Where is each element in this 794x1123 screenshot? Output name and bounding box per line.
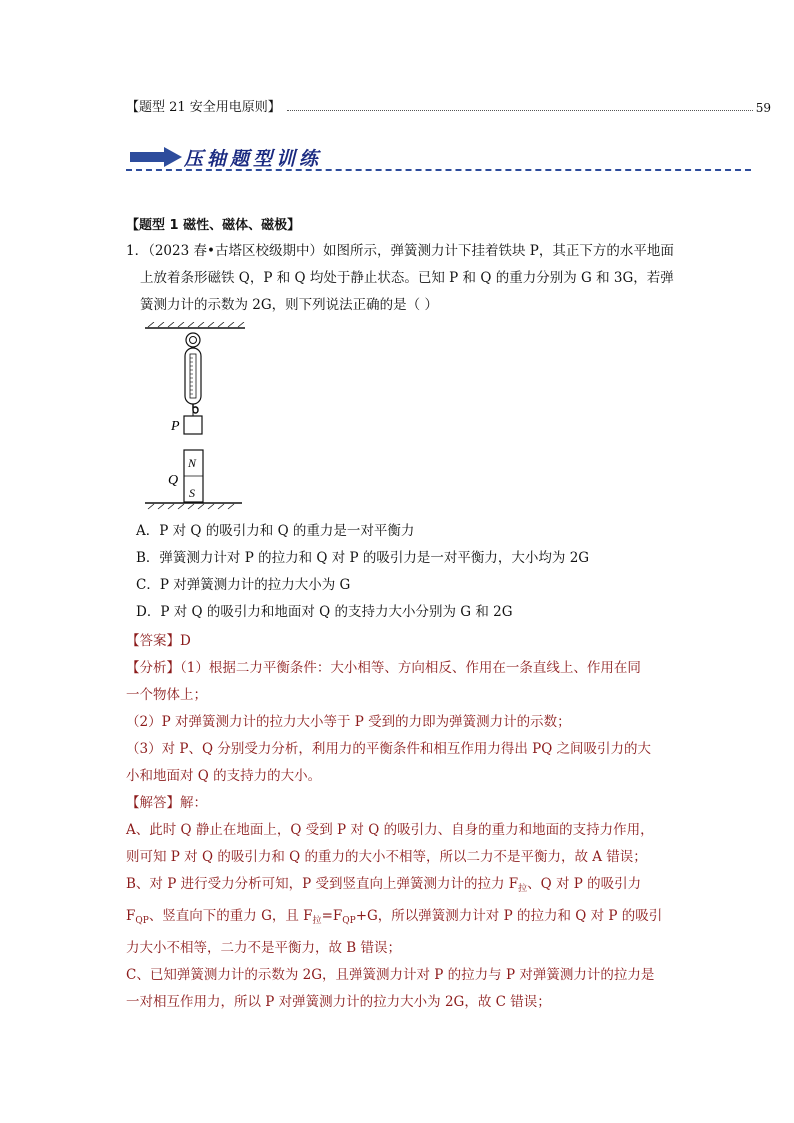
- option-c[interactable]: C．P 对弹簧测力计的拉力大小为 G: [136, 577, 351, 593]
- label-n: N: [188, 456, 197, 470]
- label-q: Q: [168, 473, 179, 488]
- ground-hatch: [148, 504, 234, 509]
- analysis-line: （3）对 P、Q 分别受力分析，利用力的平衡条件和相互作用力得出 PQ 之间吸引力的大: [126, 741, 652, 757]
- banner-divider: [126, 169, 751, 171]
- toc-entry[interactable]: [126, 95, 771, 115]
- analysis-line: 一个物体上；: [126, 687, 207, 703]
- solution-line: 一对相互作用力，所以 P 对弹簧测力计的拉力大小为 2G，故 C 错误；: [126, 994, 551, 1010]
- banner-title: 压轴题型训练: [184, 148, 323, 170]
- scale-hook: [193, 404, 198, 413]
- section-banner: [126, 143, 751, 175]
- solution-line: 力大小不相等，二力不是平衡力，故 B 错误；: [126, 940, 402, 956]
- analysis-tag: 【分析】: [126, 660, 180, 676]
- ceiling-hatch: [148, 322, 244, 327]
- answer-tag: 【答案】: [126, 633, 180, 649]
- question-line: 簧测力计的示数为 2G，则下列说法正确的是（ ）: [140, 297, 438, 313]
- spring-scale-body: [185, 348, 201, 404]
- spring-scale-magnet-figure: [140, 322, 260, 512]
- answer-explanation: [126, 628, 686, 1016]
- solution-line: B、对 P 进行受力分析可知，P 受到竖直向上弹簧测力计的拉力 $F_拉$、Q 对 P 的吸引力: [126, 876, 642, 894]
- solution-line: 则可知 P 对 Q 的吸引力和 Q 的重力的大小不相等，所以二力不是平衡力，故 A 错误；: [126, 849, 647, 865]
- analysis-line: （2）P 对弹簧测力计的拉力大小等于 P 受到的力即为弹簧测力计的示数；: [126, 714, 571, 730]
- option-b[interactable]: B．弹簧测力计对 P 的拉力和 Q 对 P 的吸引力是一对平衡力，大小均为 2G: [136, 550, 590, 566]
- toc-leader-dots: [287, 110, 753, 111]
- toc-title: 【题型 21 安全用电原则】: [126, 100, 281, 115]
- solution-line: C、已知弹簧测力计的示数为 2G，且弹簧测力计对 P 的拉力与 P 对弹簧测力计的拉力是: [126, 967, 655, 983]
- option-a[interactable]: A．P 对 Q 的吸引力和 Q 的重力是一对平衡力: [136, 523, 415, 539]
- section-heading: 【题型 1 磁性、磁体、磁极】: [126, 218, 301, 233]
- analysis-line: 【分析】（1）根据二力平衡条件：大小相等、方向相反、作用在一条直线上、作用在同: [126, 660, 641, 676]
- answer-options: [126, 518, 696, 626]
- label-p: P: [171, 419, 180, 434]
- scale-ring: [186, 333, 200, 347]
- question-stem: [126, 238, 686, 319]
- label-s: S: [189, 486, 195, 500]
- analysis-line: 小和地面对 Q 的支持力的大小。: [126, 768, 322, 784]
- question-line: 上放着条形磁铁 Q，P 和 Q 均处于静止状态。已知 P 和 Q 的重力分别为 G 和 3G，若弹: [140, 270, 674, 286]
- option-d[interactable]: D．P 对 Q 的吸引力和地面对 Q 的支持力大小分别为 G 和 2G: [136, 604, 513, 620]
- iron-block-p: [184, 416, 202, 434]
- arrow-right-icon: [130, 147, 182, 167]
- toc-page-number: 59: [755, 101, 771, 115]
- solution-line: $F_{QP}$、竖直向下的重力 G，且 $F_拉=F_{QP}+G$，所以弹簧测力计对 P 的拉力和 Q 对 P 的吸引: [126, 908, 663, 926]
- solution-line: A、此时 Q 静止在地面上，Q 受到 P 对 Q 的吸引力、自身的重力和地面的支持力作用，: [126, 822, 654, 838]
- solution-tag: 【解答】: [126, 795, 180, 811]
- answer-line: [126, 628, 686, 655]
- answer-value: D: [180, 633, 191, 649]
- question-line: 1．（2023 春•古塔区校级期中）如图所示，弹簧测力计下挂着铁块 P，其正下方的水平地面: [126, 243, 674, 259]
- solution-line: 【解答】解：: [126, 795, 207, 811]
